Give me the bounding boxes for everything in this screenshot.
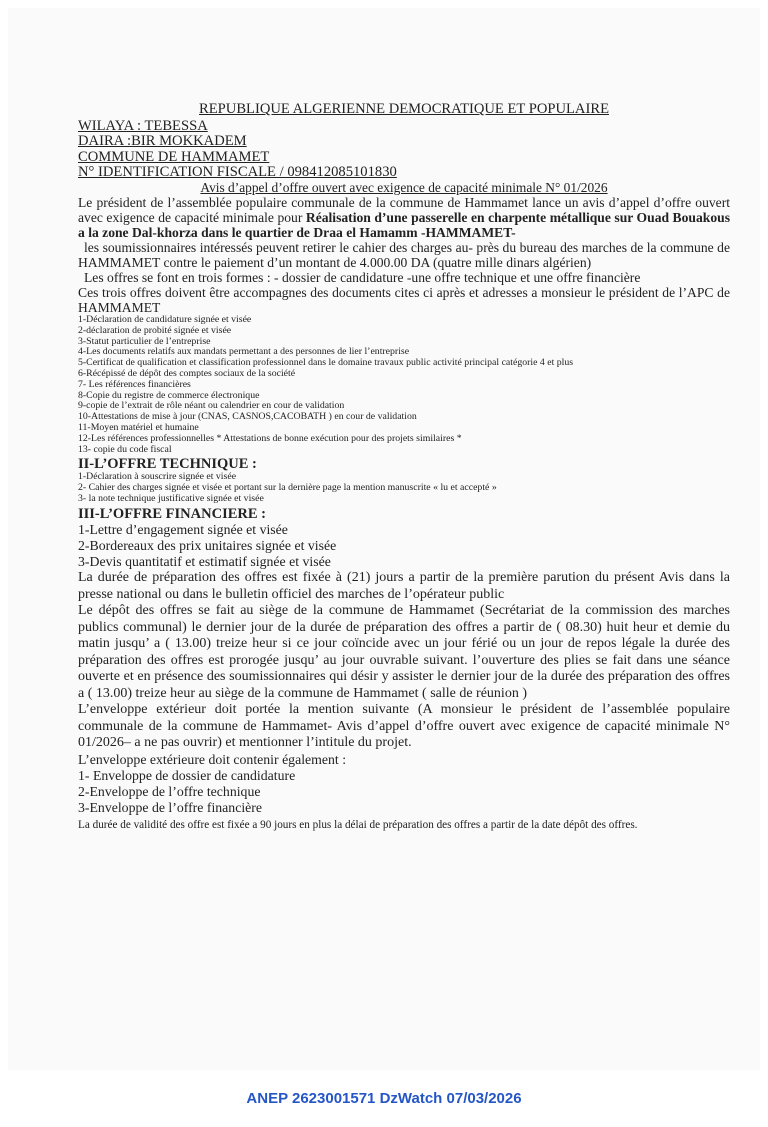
avis-title: Avis d’appel d’offre ouvert avec exigence de capacité minimale N° 01/2026 [200, 180, 608, 196]
list-item: 12-Les références professionnelles * Attestations de bonne exécution pour des projets similaires * [78, 432, 462, 444]
intro-text: Le président de l’assemblée populaire communale de la commune de Hammamet lance un avis d’appel d’offre ouvert avec exigence de capacité minimale pour [78, 195, 730, 226]
list-item: 3-Statut particulier de l’entreprise [78, 335, 211, 347]
list-item: 5-Certificat de qualification et classification professionnel dans le domaine travaux public activité principal catégorie 4 et plus [78, 357, 574, 369]
commune-line: COMMUNE DE HAMMAMET [78, 148, 270, 165]
validite-paragraph: La durée de validité des offre est fixée a 90 jours en plus la délai de préparation des offres a partir de la date dépôt des offres. [78, 818, 638, 831]
enveloppe-mention-paragraph: L’enveloppe extérieur doit portée la mention suivante (A monsieur le président de l’assemblée populaire communale de la commune de Hammamet- Avis d’appel d’offre ouvert avec exigence de capacité minimale N° 01/2026– a ne pas ouvrir) et mentionner l’intitule du projet. [78, 702, 730, 751]
scanned-page [8, 8, 760, 1070]
list-item: 6-Récépissé de dépôt des comptes sociaux de la société [78, 368, 296, 379]
daira-line: DAIRA :BIR MOKKADEM [78, 133, 247, 150]
technique-title: II-L’OFFRE TECHNIQUE : [78, 456, 257, 473]
list-item: 2-Bordereaux des prix unitaires signée et visée [78, 537, 337, 553]
project-name: Réalisation d’une passerelle en charpente métallique sur Ouad Bouakous a la zone Dal-khorza dans le quartier de Draa el Hamamm -HAMMAMET- [78, 210, 730, 241]
list-item: 3- la note technique justificative signée et visée [78, 492, 264, 504]
list-item: 7- Les références financières [78, 378, 191, 390]
financiere-list [78, 522, 730, 571]
list-item: 2- Cahier des charges signée et visée et portant sur la dernière page la mention manuscrite « lu et accepté » [78, 482, 497, 494]
anep-footer: ANEP 2623001571 DzWatch 07/03/2026 [246, 1090, 522, 1107]
republic-title: REPUBLIQUE ALGERIENNE DEMOCRATIQUE ET POPULAIRE [199, 101, 609, 117]
list-item: 3-Enveloppe de l’offre financière [78, 800, 262, 816]
accompagnement-paragraph: Ces trois offres doivent être accompagnes des documents cites ci après et adresses a monsieur le président de l’APC de HAMMAMET [78, 285, 730, 316]
list-item: 4-Les documents relatifs aux mandats permettant a des personnes de lier l’entreprise [78, 346, 410, 358]
list-item: 11-Moyen matériel et humaine [78, 421, 199, 433]
enveloppe-list [78, 768, 730, 817]
list-item: 1- Enveloppe de dossier de candidature [78, 768, 296, 784]
list-item: 1-Déclaration à souscrire signée et visée [78, 471, 237, 483]
formes-paragraph: Les offres se font en trois formes : - dossier de candidature -une offre technique et une offre financière [84, 270, 641, 286]
document-body [78, 102, 730, 833]
enveloppe-contenu-intro: L’enveloppe extérieure doit contenir également : [78, 751, 347, 767]
list-item: 2-Enveloppe de l’offre technique [78, 784, 261, 800]
nif-line: N° IDENTIFICATION FISCALE / 098412085101830 [78, 163, 397, 180]
technique-list [78, 472, 730, 504]
depot-paragraph: Le dépôt des offres se fait au siège de la commune de Hammamet (Secrétariat de la commission des marches publics communal) le dernier jour de la durée de préparation des offres a partir de ( 08.30) huit heur et demie du matin jusqu’ a ( 13.00) treize heur si ce jour coïncide avec un jour férié ou un jour de repos légale la durée des préparation des offres est prorogée jusqu’ au jour ouvrable suivant. l’ouverture des plies se fait dans une séance ouverte et en présence des soumissionnaires qui désir y assister le dernier jour de la durée des préparation des offres a ( 13.00) treize heur au siège de la commune de Hammamet ( salle de réunion ) [78, 603, 730, 701]
retrait-paragraph: les soumissionnaires intéressés peuvent retirer le cahier des charges au- près du bureau des marches de la commune de HAMMAMET contre le paiement d’un montant de 4.000.00 DA (quatre mille dinars algérien) [78, 240, 730, 271]
list-item: 10-Attestations de mise à jour (CNAS, CASNOS,CACOBATH ) en cour de validation [78, 411, 417, 423]
list-item: 13- copie du code fiscal [78, 443, 172, 455]
wilaya-line: WILAYA : TEBESSA [78, 118, 208, 135]
list-item: 8-Copie du registre de commerce électronique [78, 389, 260, 401]
list-item: 2-déclaration de probité signée et visée [78, 324, 232, 336]
financiere-title: III-L’OFFRE FINANCIERE : [78, 505, 266, 522]
list-item: 1-Lettre d’engagement signée et visée [78, 521, 288, 537]
list-item: 3-Devis quantitatif et estimatif signée et visée [78, 554, 331, 570]
list-item: 9-copie de l’extrait de rôle néant ou calendrier en cour de validation [78, 400, 345, 412]
duree-preparation-paragraph: La durée de préparation des offres est fixée à (21) jours a partir de la première parution du présent Avis dans la presse national ou dans le bulletin officiel des marches de l’opérateur public [78, 570, 730, 602]
intro-paragraph [78, 195, 730, 240]
list-item: 1-Déclaration de candidature signée et visée [78, 314, 252, 326]
dossier-list [78, 315, 730, 455]
